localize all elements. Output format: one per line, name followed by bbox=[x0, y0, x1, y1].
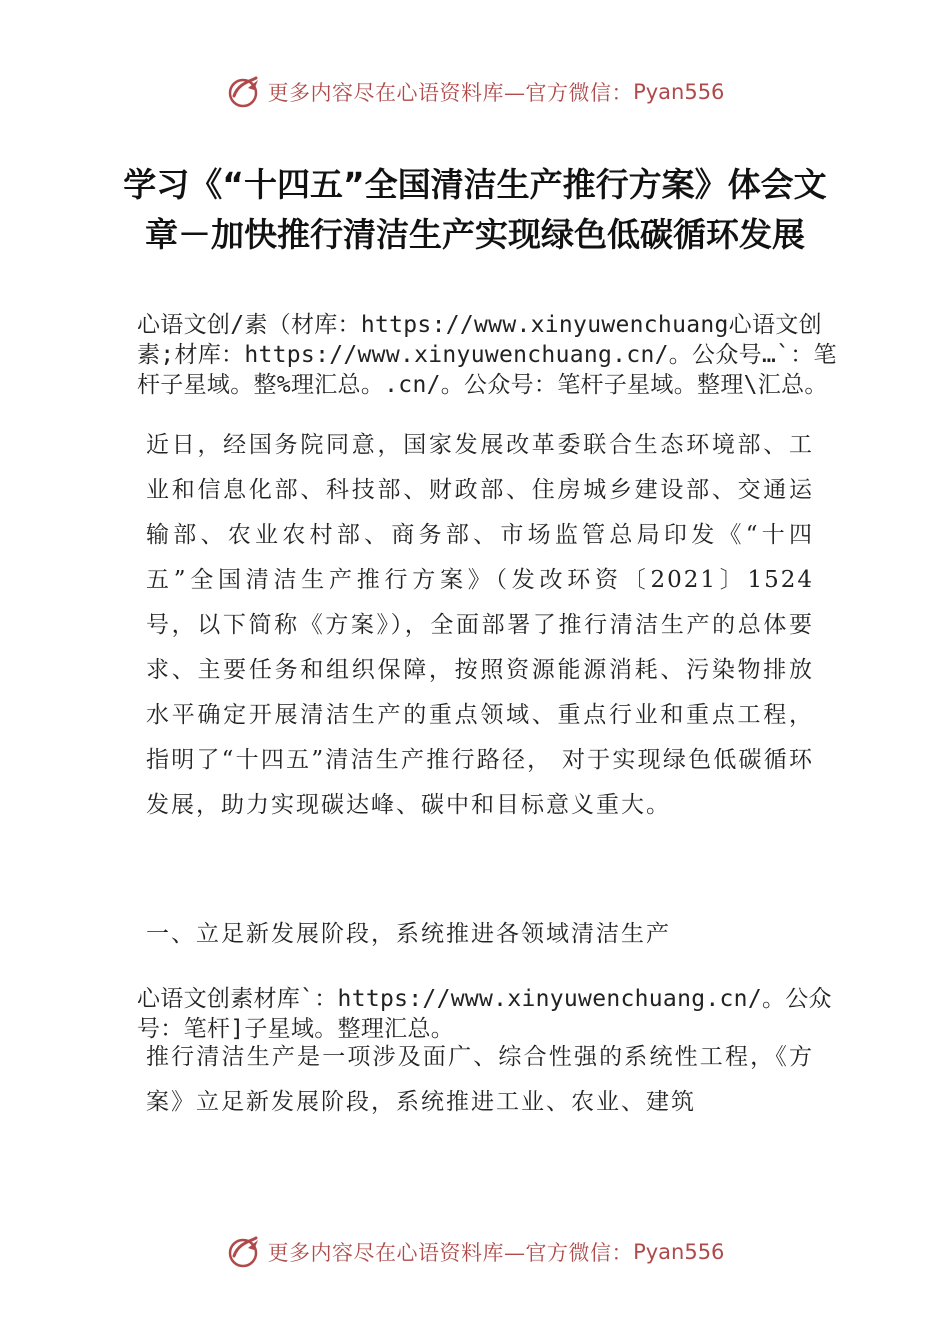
page-header bbox=[0, 72, 950, 112]
section-heading: 一、立足新发展阶段，系统推进各领域清洁生产 bbox=[146, 921, 671, 947]
source-note: 心语文创/素（材库：https://www.xinyuwenchuang心语文创素;材库：https://www.xinyuwenchuang.cn/。公众号…`：笔杆子星域。整%理汇总。.cn/。公众号：笔杆子星域。整理\汇总。 bbox=[137, 312, 837, 398]
footer-text: 更多内容尽在心语资料库—官方微信： bbox=[267, 1241, 634, 1265]
header-wechat-id: Pyan556 bbox=[633, 80, 725, 104]
footer-wechat-id: Pyan556 bbox=[633, 1240, 725, 1264]
brand-logo-icon bbox=[226, 74, 262, 110]
page-footer bbox=[0, 1232, 950, 1272]
document-title: 学习《“十四五”全国清洁生产推行方案》体会文章－加快推行清洁生产实现绿色低碳循环发展 bbox=[123, 165, 827, 254]
brand-logo-icon bbox=[226, 1234, 262, 1270]
source-note: 心语文创素材库`：https://www.xinyuwenchuang.cn/。公众号：笔杆]子星域。整理汇总。 bbox=[137, 986, 832, 1042]
body-paragraph: 推行清洁生产是一项涉及面广、综合性强的系统性工程，《方案》立足新发展阶段，系统推进工业、农业、建筑 bbox=[146, 1044, 814, 1115]
body-paragraph: 近日，经国务院同意，国家发展改革委联合生态环境部、工业和信息化部、科技部、财政部、住房城乡建设部、交通运输部、农业农村部、商务部、市场监管总局印发《“十四五”全国清洁生产推行方案》（发改环资〔2021〕1524 号，以下简称《方案》），全面部署了推行清洁生产的总体要求、主要任务和组织保障，按照资源能源消耗、污染物排放水平确定开展清洁生产的重点领域、重点行业和重点工程，指明了“十四五”清洁生产推行路径， 对于实现绿色低碳循环发展，助力实现碳达峰、碳中和目标意义重大。 bbox=[146, 432, 814, 818]
header-text: 更多内容尽在心语资料库—官方微信： bbox=[267, 81, 634, 105]
